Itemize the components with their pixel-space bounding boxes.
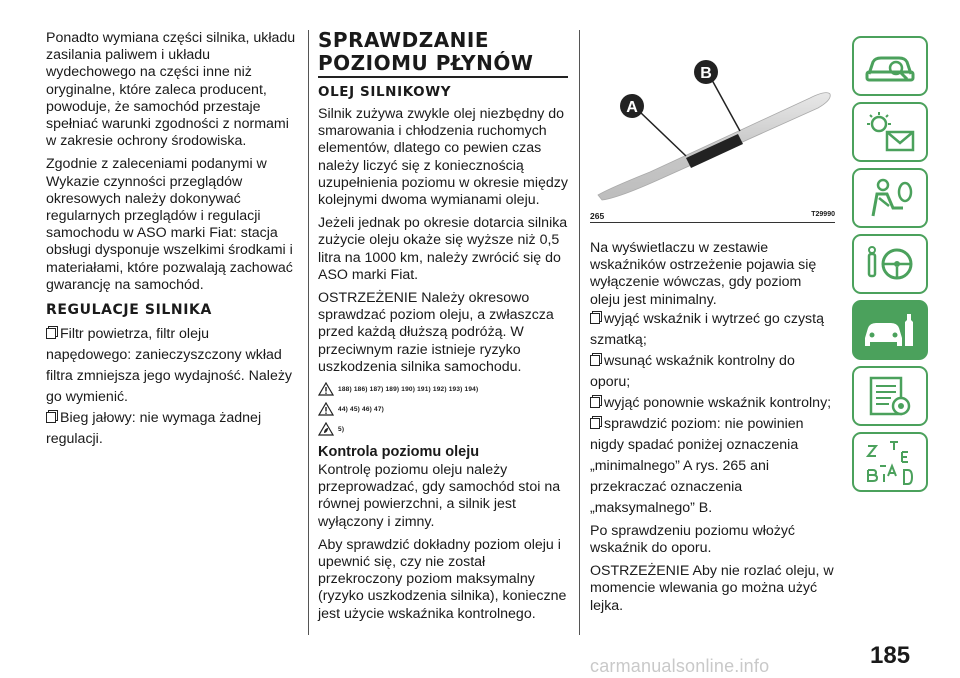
caution-triangle-icon — [318, 402, 334, 416]
tab-technical-data[interactable] — [852, 366, 928, 426]
left-paragraph-2: Zgodnie z zaleceniami podanymi w Wykazie czynności przeglądów okresowych należy dokonywać regularnych przeglądów i regulacji samochodu w ASO marki Fiat: stacja obsługi dysponuje wszelkimi środkami i materiałami, które pozwalają zachować gwarancję na samochód. — [46, 156, 293, 293]
subsection-oil-level-check: Kontrola poziomu oleju — [318, 444, 480, 461]
column-divider — [308, 30, 309, 635]
watermark-text: carmanualsonline.info — [590, 656, 770, 676]
subheading-engine-oil: OLEJ SILNIKOWY — [318, 84, 452, 100]
warning-references: 188) 186) 187) 189) 190) 191) 192) 193) 194) — [338, 385, 479, 393]
chapter-tabs — [852, 36, 932, 498]
middle-paragraph-4: Kontrolę poziomu oleju należy przeprowadzać, gdy samochód stoi na równej powierzchni, a silnik jest wyłączony i zimny. — [318, 462, 561, 530]
environment-references-row — [318, 422, 570, 436]
bullet-item — [46, 324, 296, 408]
bullet-item — [590, 309, 835, 351]
bullet-text: sprawdzić poziom: nie powinien nigdy spadać poniżej oznaczenia „minimalnego” A rys. 265 ani przekraczać oznaczenia „maksymalnego” B. — [590, 415, 804, 516]
warning-references-row — [318, 382, 570, 396]
heading-rule — [318, 76, 568, 78]
right-paragraph-2: Po sprawdzeniu poziomu włożyć wskaźnik do oporu. — [590, 522, 796, 557]
main-heading-line-2: POZIOMU PŁYNÓW — [318, 51, 534, 75]
index-icon — [862, 438, 918, 486]
left-paragraph-1: Ponadto wymiana części silnika, układu zasilania paliwem i układu wydechowego na części inne niż oryginalne, które zaleca producent, powoduje, że samochód przestaje spełniać warunki zgodności z normami w zakresie ochrony środowiska. — [46, 30, 296, 150]
caution-references: 44) 45) 46) 47) — [338, 405, 384, 413]
main-heading-line-1: SPRAWDZANIE — [318, 28, 490, 52]
bullet-box-icon — [46, 328, 56, 339]
tab-airbag-seat[interactable] — [852, 168, 928, 228]
figure-caption — [590, 211, 835, 221]
bullet-box-icon — [590, 313, 600, 324]
section-heading-engine-adjustments: REGULACJE SILNIKA — [46, 302, 212, 319]
middle-warning-paragraph: OSTRZEŻENIE Należy okresowo sprawdzać poziom oleju, a zwłaszcza przed każdą dłuższą podróżą. W przeciwnym razie istnieje ryzyko uszkodzenia silnika samochodu. — [318, 290, 554, 375]
callout-b-label: B — [700, 65, 712, 82]
dipstick-figure — [590, 30, 835, 210]
environment-references: 5) — [338, 425, 345, 433]
bullet-box-icon — [590, 397, 600, 408]
page-number: 185 — [870, 642, 911, 669]
bullet-box-icon — [46, 412, 56, 423]
bullet-item — [590, 414, 835, 519]
bullet-item — [46, 408, 296, 450]
figure-number: 265 — [590, 211, 605, 221]
environment-leaf-icon — [318, 422, 334, 436]
tab-index[interactable] — [852, 432, 928, 492]
bullet-item — [590, 393, 835, 414]
bullet-text: Filtr powietrza, filtr oleju napędowego: zanieczyszczony wkład filtra zmniejsza jego wydajność. Należy go wymienić. — [46, 326, 293, 406]
bullet-text: wyjąć wskaźnik i wytrzeć go czystą szmatką; — [590, 310, 824, 348]
bullet-item — [590, 351, 835, 393]
middle-paragraph-5: Aby sprawdzić dokładny poziom oleju i upewnić się, czy nie został przekroczony poziom maksymalny (ryzyko uszkodzenia silnika), konieczne jest użycie wskaźnika kontrolnego. — [318, 536, 567, 622]
middle-paragraph-2: Jeżeli jednak po okresie dotarcia silnika zużycie oleju okaże się wyższe niż 0,5 litra na 1000 km, należy zwrócić się do ASO marki Fiat. — [318, 215, 568, 283]
dipstick-illustration — [590, 30, 835, 210]
tab-car-dashboard[interactable] — [852, 36, 928, 96]
tab-maintenance[interactable] — [852, 300, 928, 360]
tab-warning-lights[interactable] — [852, 102, 928, 162]
pointer-line-a — [640, 112, 686, 156]
car-dashboard-icon — [863, 46, 917, 86]
bullet-text: wsunąć wskaźnik kontrolny do oporu; — [590, 352, 795, 390]
bullet-box-icon — [590, 355, 600, 366]
middle-paragraph-1: Silnik zużywa zwykle olej niezbędny do smarowania i chłodzenia ruchomych elementów, dlatego co pewien czas należy liczyć się z koniecznością uzupełnienia poziomu w okresie między kolejnymi dwoma wymianami oleju. — [318, 106, 568, 209]
maintenance-car-icon — [861, 308, 919, 352]
bullet-box-icon — [590, 418, 600, 429]
figure-rule — [590, 222, 835, 223]
right-column — [590, 240, 835, 621]
warning-lights-icon — [863, 110, 917, 154]
pointer-line-b — [712, 80, 740, 131]
callout-a-label: A — [626, 99, 638, 116]
technical-data-icon — [863, 374, 917, 418]
middle-column — [318, 30, 570, 629]
column-divider — [579, 30, 580, 635]
airbag-seat-icon — [863, 176, 917, 220]
bullet-text: wyjąć ponownie wskaźnik kontrolny; — [604, 394, 832, 411]
starting-driving-icon — [863, 242, 917, 286]
warning-triangle-icon — [318, 382, 334, 396]
left-column — [46, 30, 296, 450]
caution-references-row — [318, 402, 570, 416]
right-paragraph-1: Na wyświetlaczu w zestawie wskaźników ostrzeżenie pojawia się wyłączenie wówczas, gdy poziom oleju jest minimalny. — [590, 240, 817, 308]
figure-code: T29990 — [811, 211, 835, 218]
right-paragraph-3: OSTRZEŻENIE Aby nie rozlać oleju, w momencie wlewania go można użyć lejka. — [590, 563, 834, 614]
bullet-text: Bieg jałowy: nie wymaga żadnej regulacji. — [46, 410, 262, 448]
tab-starting-driving[interactable] — [852, 234, 928, 294]
